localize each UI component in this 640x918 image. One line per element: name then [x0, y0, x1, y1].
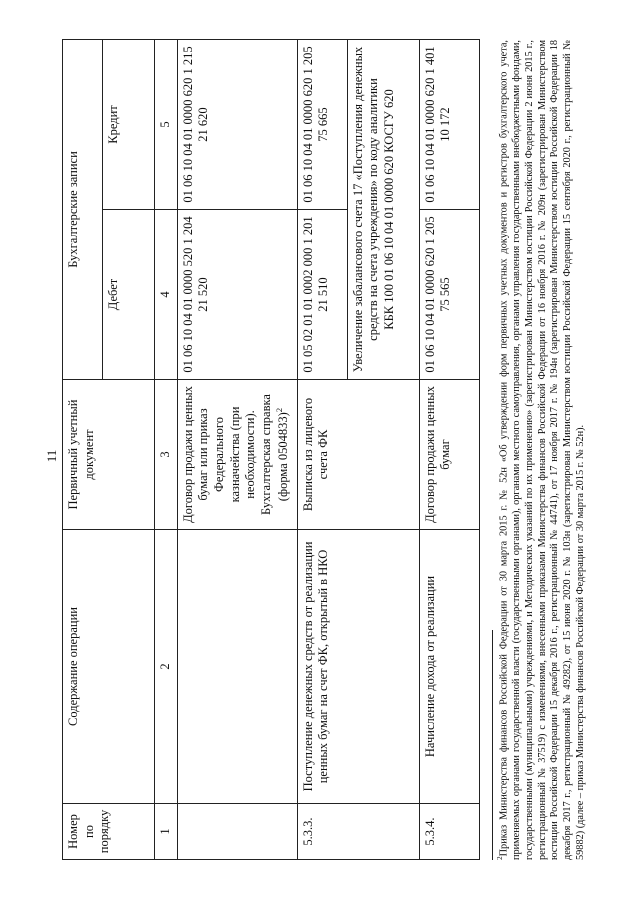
header-number: Номер по порядку — [63, 804, 155, 860]
footnote-text: Приказ Министерства финансов Российской Федерации от 30 марта 2015 г. № 52н «Об утверждении форм первичных учетных документов и регистров бухгалтерского учета, применяемых органами государственной власти (государственными органами), органами местного самоуправления, органами управления государственными внебюджетными фондами, государственными (муниципальными) учреждениями, и Методических указаний по их применению» (зарегистрирован Министерством юстиции Российской Федерации 2 июня 2015 г., регистрационный № 37519) с изменениями, внесенными приказами Министерства финансов Российской Федерации от 16 ноября 2016 г. № 209н (зарегистрирован Министерством юстиции Российской Федерации 15 декабря 2016 г., регистрационный № 44741), от 17 ноября 2017 г. № 194н (зарегистрирован Министерством юстиции Российской Федерации 18 декабря 2017 г., регистрационный № 49282), от 15 июня 2020 г. № 103н (зарегистрирован Министерством юстиции Российской Федерации 15 сентября 2020 г., регистрационный № 59882) (далее – приказ Министерства финансов Российской Федерации от 30 марта 2015 г. № 52н). — [498, 40, 587, 860]
offbalance-note — [347, 39, 419, 379]
offbalance-note-code: КБК 100 01 06 10 04 01 0000 620 КОСГУ 620 — [381, 89, 396, 330]
footnote-mark: 2 — [496, 856, 504, 860]
accounting-entries-table — [62, 39, 480, 860]
footnote-ref: 2 — [274, 407, 285, 413]
row-credit: 01 06 10 04 01 0000 620 1 401 10 172 — [419, 39, 479, 209]
header-credit: Кредит — [103, 39, 155, 209]
header-content: Содержание операции — [63, 530, 155, 804]
footnote — [496, 40, 588, 860]
row-document: Договор продажи ценных бумаг — [419, 380, 479, 530]
header-document: Первичный учетный документ — [63, 380, 155, 530]
row-document-text: Договор продажи ценных бумаг или приказ Федерального казначейства (при необходимости). Бухгалтерская справка (форма 0504833) — [180, 386, 291, 523]
index-cell: 2 — [155, 530, 178, 804]
header-entries: Бухгалтерские записи — [63, 39, 103, 379]
table-row — [419, 39, 479, 859]
row-credit: 01 06 10 04 01 0000 620 1 205 75 665 — [297, 39, 347, 209]
header-row — [63, 39, 103, 859]
page-number: 11 — [44, 449, 59, 463]
row-credit: 01 06 10 04 01 0000 620 1 215 21 620 — [177, 39, 297, 209]
row-content: Поступление денежных средств от реализации ценных бумаг на счет ФК, открытый в НКО — [297, 530, 419, 804]
row-number: 5.3.4. — [419, 804, 479, 860]
row-content — [177, 530, 297, 804]
row-debit: 01 06 10 04 01 0000 620 1 205 75 565 — [419, 210, 479, 380]
index-cell: 3 — [155, 380, 178, 530]
header-debit: Дебет — [103, 210, 155, 380]
row-document — [177, 380, 297, 530]
row-number — [177, 804, 297, 860]
row-debit: 01 05 02 01 01 0002 000 1 201 21 510 — [297, 210, 347, 380]
row-content: Начисление дохода от реализации — [419, 530, 479, 804]
index-cell: 5 — [155, 39, 178, 209]
footnote-divider — [492, 630, 493, 860]
row-document: Выписка из лицевого счета ФК — [297, 380, 419, 530]
index-row — [155, 39, 178, 859]
row-debit: 01 06 10 04 01 0000 520 1 204 21 520 — [177, 210, 297, 380]
table-row — [297, 39, 347, 859]
index-cell: 1 — [155, 804, 178, 860]
offbalance-note-text: Увеличение забалансового счета 17 «Поступления денежных средств на счета учреждения» по коду аналитики — [350, 46, 381, 373]
table-row — [177, 39, 297, 859]
row-number: 5.3.3. — [297, 804, 419, 860]
rotated-page-content — [62, 40, 622, 860]
index-cell: 4 — [155, 210, 178, 380]
